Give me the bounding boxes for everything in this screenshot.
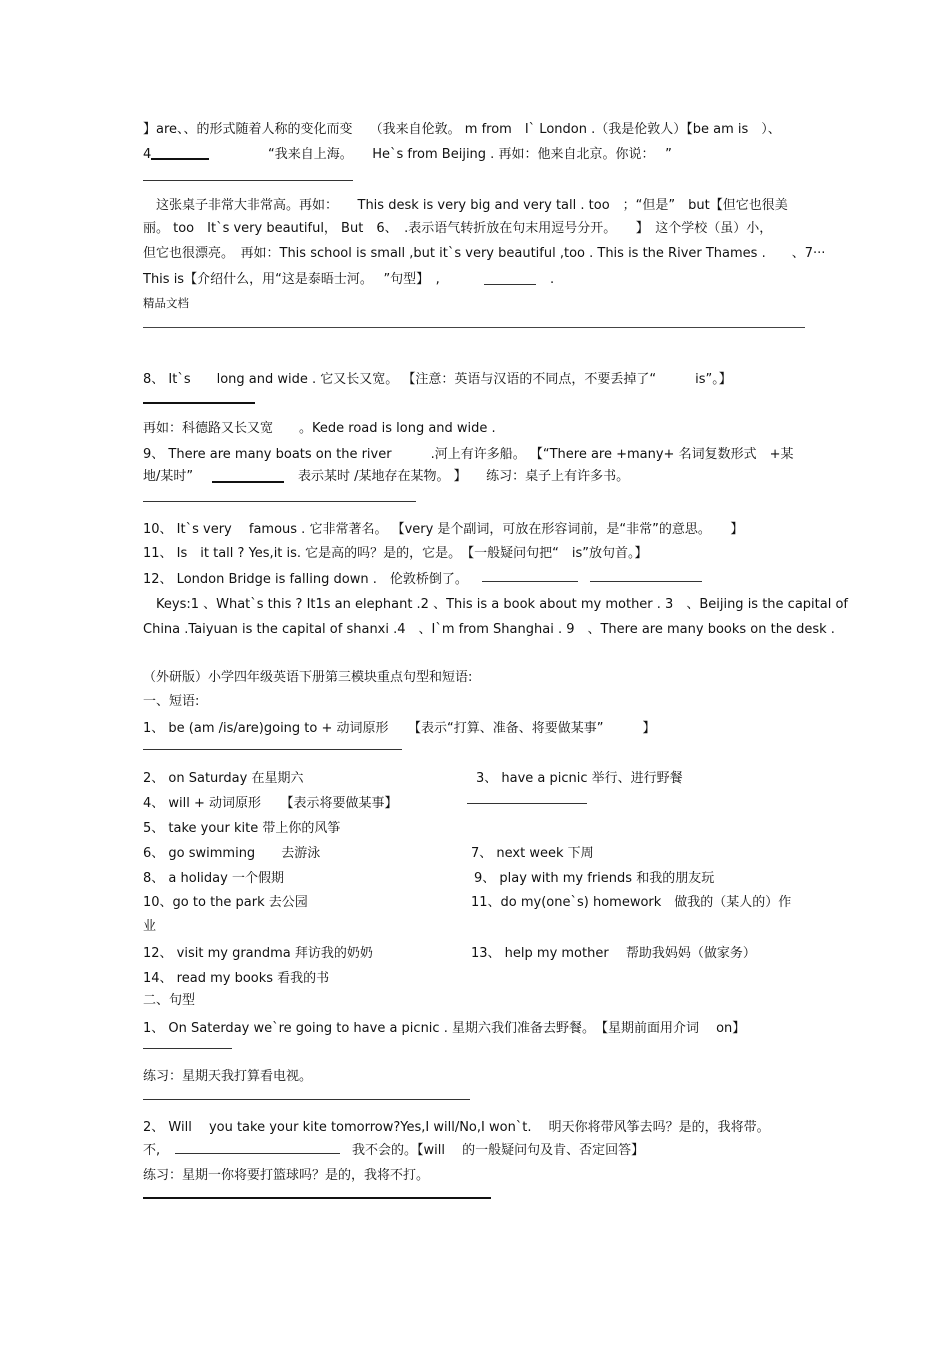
text-line: 8、 It`s long and wide . 它又长又宽。 【注意：英语与汉语的不同点，不要丢掉了“ is”。】 xyxy=(143,372,732,387)
answer-blank xyxy=(482,581,578,582)
watermark-text: 精品文档 xyxy=(143,296,189,310)
answer-blank xyxy=(143,402,255,404)
text-line: 表示某时 /某地存在某物。 】 练习：桌子上有许多书。 xyxy=(298,469,630,484)
text-line: 我不会的。【will 的一般疑问句及肯、否定回答】 xyxy=(352,1143,645,1158)
text-line: 10、 It`s very famous . 它非常著名。 【very 是个副词，可放在形容词前，是“非常”的意思。 】 xyxy=(143,522,744,537)
answer-blank xyxy=(143,1048,232,1049)
text-line: 但它也很漂亮。 再如：This school is small ,but it`s very beautiful ,too . This is the River Thames . 、7··· xyxy=(143,246,826,261)
text-line: 12、 London Bridge is falling down . 伦敦桥倒了。 xyxy=(143,572,468,587)
text-line: 】are、、的形式随着人称的变化而变 （我来自伦敦。 m from I` London .（我是伦敦人）【be am is ）、 xyxy=(143,122,781,137)
phrase-item: 12、 visit my grandma 拜访我的奶奶 xyxy=(143,946,373,961)
text-line: This is【介绍什么，用“这是泰晤士河。 ”句型】 , xyxy=(143,272,440,287)
text-line: 再如：科德路又长又宽 。Kede road is long and wide . xyxy=(143,421,496,436)
phrase-item: 8、 a holiday 一个假期 xyxy=(143,871,284,886)
answer-blank xyxy=(143,749,402,750)
text-line: 1、 be (am /is/are)going to + 动词原形 【表示“打算、准备、将要做某事” 】 xyxy=(143,721,656,736)
phrase-item: 4、 will + 动词原形 【表示将要做某事】 xyxy=(143,796,398,811)
text-line: “我来自上海。 He`s from Beijing . 再如：他来自北京。你说： ” xyxy=(268,147,672,162)
answer-blank xyxy=(212,481,284,483)
text-line: Keys:1 、What`s this ? It1s an elephant .2 、This is a book about my mother . 3 、Beijing is the capital of xyxy=(143,597,848,612)
phrase-item: 5、 take your kite 带上你的风筝 xyxy=(143,821,341,836)
text-line: 地/某时” xyxy=(143,469,194,484)
answer-blank xyxy=(143,1197,491,1199)
phrase-item: 3、 have a picnic 举行、进行野餐 xyxy=(476,771,683,786)
phrase-item: 2、 on Saturday 在星期六 xyxy=(143,771,304,786)
phrase-item: 13、 help my mother 帮助我妈妈（做家务） xyxy=(471,946,756,961)
phrase-item: 9、 play with my friends 和我的朋友玩 xyxy=(474,871,715,886)
sentence-item: 2、 Will you take your kite tomorrow?Yes,I will/No,I won`t. 明天你将带风筝去吗？是的，我将带。 xyxy=(143,1120,770,1135)
phrase-item: 7、 next week 下周 xyxy=(471,846,594,861)
answer-blank xyxy=(590,581,702,582)
exercise-line: 练习：星期天我打算看电视。 xyxy=(143,1069,313,1084)
text-line: 丽。 too It`s very beautiful， But 6、 .表示语气转折放在句末用逗号分开。 】 这个学校（虽）小， xyxy=(143,221,773,236)
text-line: 不, xyxy=(143,1143,161,1158)
section-heading: 二、句型 xyxy=(143,993,196,1008)
text-line: 9、 There are many boats on the river .河上有许多船。 【“There are +many+ 名词复数形式 +某 xyxy=(143,447,794,462)
phrase-item: 10、go to the park 去公园 xyxy=(143,895,308,910)
text-line: China .Taiyuan is the capital of shanxi .4 、I`m from Shanghai . 9 、There are many books on the desk . xyxy=(143,622,835,637)
section-heading: （外研版）小学四年级英语下册第三模块重点句型和短语: xyxy=(143,670,473,685)
text-line: 这张桌子非常大非常高。再如： This desk is very big and very tall . too ；“但是” but【但它也很美 xyxy=(143,198,788,213)
phrase-item: 14、 read my books 看我的书 xyxy=(143,971,330,986)
answer-blank xyxy=(151,158,209,160)
answer-blank xyxy=(143,1099,470,1100)
divider xyxy=(143,327,805,328)
answer-blank xyxy=(467,803,587,804)
section-heading: 一、短语: xyxy=(143,694,200,709)
phrase-item: 11、do my(one`s) homework 做我的（某人的）作 xyxy=(471,895,792,910)
answer-blank xyxy=(143,501,416,502)
answer-blank xyxy=(143,180,353,181)
exercise-line: 练习：星期一你将要打篮球吗？是的，我将不打。 xyxy=(143,1168,430,1183)
text-line: 11、 Is it tall ? Yes,it is. 它是高的吗？是的，它是。 【一般疑问句把“ is”放句首。】 xyxy=(143,546,648,561)
phrase-item: 业 xyxy=(143,919,157,934)
text-line: 4 xyxy=(143,147,152,162)
sentence-item: 1、 On Saterday we`re going to have a picnic . 星期六我们准备去野餐。 【星期前面用介词 on】 xyxy=(143,1021,746,1036)
text-line: . xyxy=(550,272,555,287)
answer-blank xyxy=(484,284,536,285)
answer-blank xyxy=(175,1153,340,1154)
phrase-item: 6、 go swimming 去游泳 xyxy=(143,846,321,861)
